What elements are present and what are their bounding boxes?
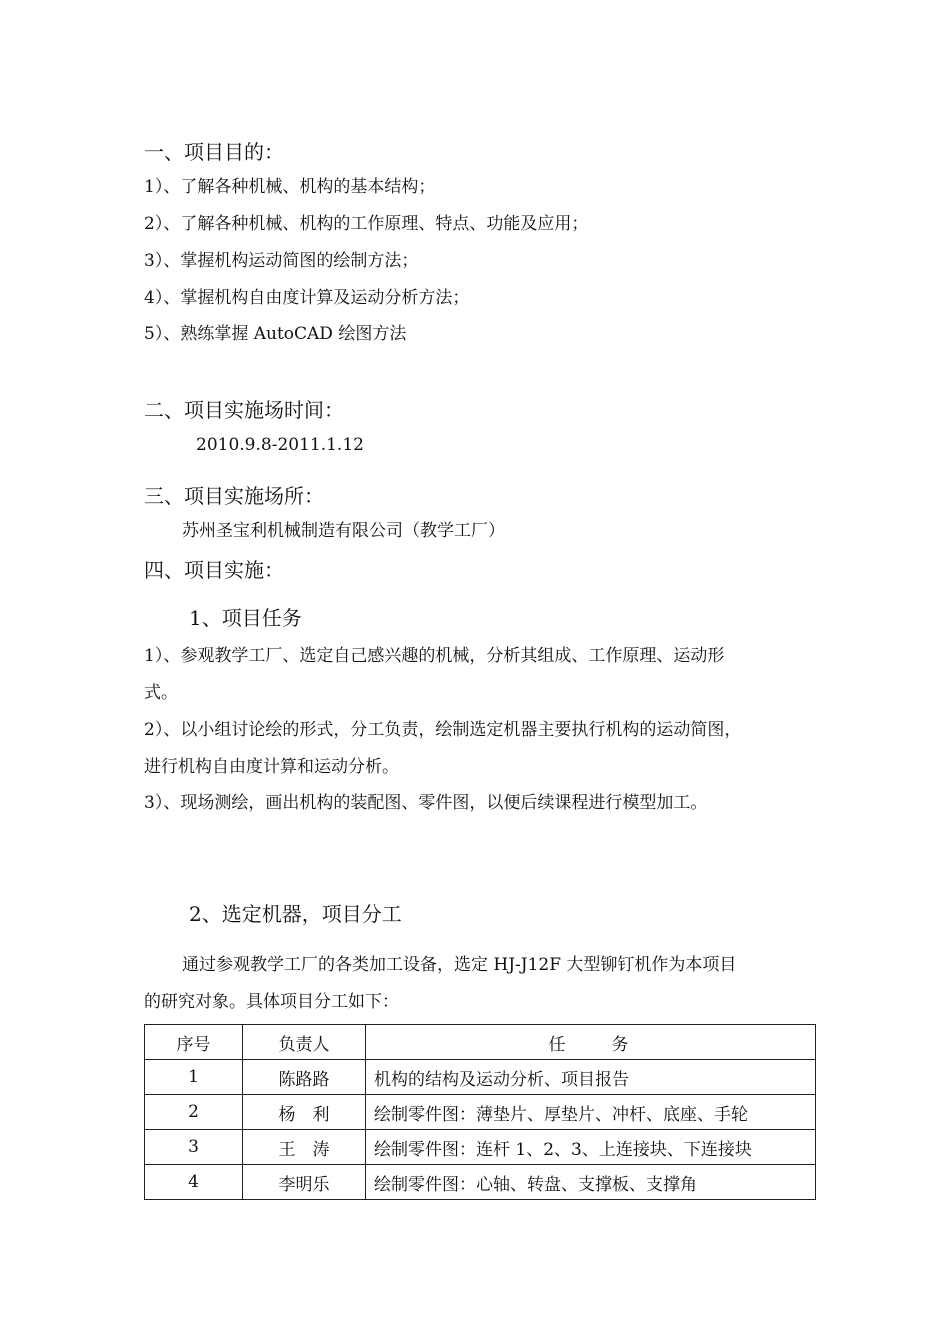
cell-person: 王 涛 — [243, 1130, 366, 1165]
cell-number: 4 — [145, 1165, 243, 1200]
purpose-item-1: 1）、了解各种机械、机构的基本结构； — [144, 177, 436, 197]
section-heading-location: 三、项目实施场所： — [144, 484, 324, 508]
cell-task: 绘制零件图：连杆 1、2、3、上连接块、下连接块 — [366, 1130, 816, 1165]
table-row — [145, 1060, 816, 1095]
cell-person: 陈路路 — [243, 1060, 366, 1095]
cell-number: 3 — [145, 1130, 243, 1165]
cell-number: 2 — [145, 1095, 243, 1130]
purpose-item-3: 3）、掌握机构运动简图的绘制方法； — [144, 251, 419, 271]
cell-number: 1 — [145, 1060, 243, 1095]
purpose-item-4: 4）、掌握机构自由度计算及运动分析方法； — [144, 288, 470, 308]
intro-line-1: 通过参观教学工厂的各类加工设备，选定 HJ-J12F 大型铆钉机作为本项目 — [182, 955, 737, 975]
header-person: 负责人 — [243, 1025, 366, 1060]
table-row — [145, 1165, 816, 1200]
section-heading-implementation: 四、项目实施： — [144, 558, 284, 582]
project-location-value: 苏州圣宝利机械制造有限公司（教学工厂） — [182, 521, 505, 541]
section-heading-purpose: 一、项目目的： — [144, 140, 284, 164]
task-line-2: 式。 — [144, 683, 178, 703]
section-heading-time: 二、项目实施场时间： — [144, 398, 344, 422]
cell-person: 李明乐 — [243, 1165, 366, 1200]
intro-line-2: 的研究对象。具体项目分工如下： — [144, 992, 399, 1012]
task-line-5: 3）、现场测绘，画出机构的装配图、零件图，以便后续课程进行模型加工。 — [144, 793, 708, 813]
purpose-item-2: 2）、了解各种机械、机构的工作原理、特点、功能及应用； — [144, 214, 589, 234]
table-row — [145, 1130, 816, 1165]
subheading-machine-division: 2、选定机器，项目分工 — [189, 902, 402, 926]
header-number: 序号 — [145, 1025, 243, 1060]
subheading-project-tasks: 1、项目任务 — [189, 606, 302, 630]
task-line-3: 2）、以小组讨论绘的形式，分工负责，绘制选定机器主要执行机构的运动简图， — [144, 720, 742, 740]
task-line-4: 进行机构自由度计算和运动分析。 — [144, 757, 399, 777]
cell-task: 绘制零件图：薄垫片、厚垫片、冲杆、底座、手轮 — [366, 1095, 816, 1130]
task-division-table — [144, 1024, 816, 1200]
cell-person: 杨 利 — [243, 1095, 366, 1130]
cell-task: 机构的结构及运动分析、项目报告 — [366, 1060, 816, 1095]
task-line-1: 1）、参观教学工厂、选定自己感兴趣的机械，分析其组成、工作原理、运动形 — [144, 646, 725, 666]
table-row — [145, 1095, 816, 1130]
header-task: 任 务 — [366, 1025, 816, 1060]
cell-task: 绘制零件图：心轴、转盘、支撑板、支撑角 — [366, 1165, 816, 1200]
project-time-value: 2010.9.8-2011.1.12 — [196, 435, 364, 455]
purpose-item-5: 5）、熟练掌握 AutoCAD 绘图方法 — [144, 324, 407, 344]
table-header-row — [145, 1025, 816, 1060]
